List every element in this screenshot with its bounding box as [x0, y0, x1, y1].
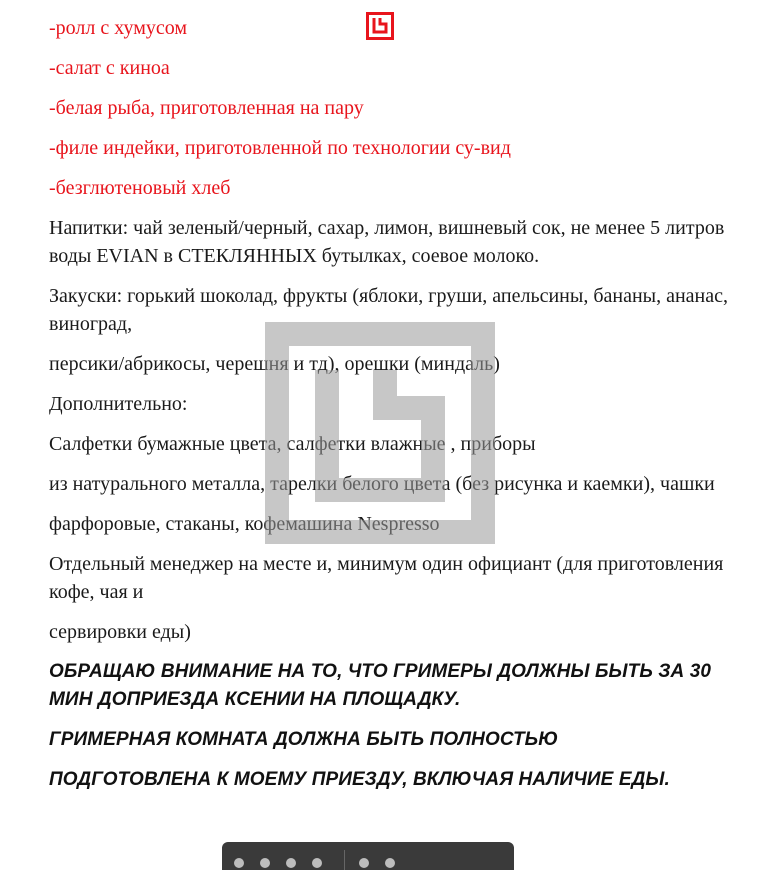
drinks-paragraph: Напитки: чай зеленый/черный, сахар, лимон, вишневый сок, не менее 5 литров воды EVIAN в СТЕКЛЯННЫХ бутылках, соевое молоко. — [49, 217, 725, 267]
toolbar-divider — [344, 850, 345, 870]
zoom-in-icon[interactable] — [260, 858, 270, 868]
snacks-paragraph-continued: персики/абрикосы, черешня и тд), орешки (миндаль) — [49, 353, 500, 375]
add-icon[interactable] — [385, 858, 395, 868]
rotate-icon[interactable] — [286, 858, 296, 868]
search-icon[interactable] — [359, 858, 369, 868]
menu-item: -салат с киноа — [49, 57, 170, 79]
notice-dressing-room-continued: ПОДГОТОВЛЕНА К МОЕМУ ПРИЕЗДУ, ВКЛЮЧАЯ НАЛИЧИЕ ЕДЫ. — [49, 769, 670, 790]
manager-paragraph: Отдельный менеджер на месте и, минимум один официант (для приготовления кофе, чая и — [49, 553, 724, 603]
menu-item: -белая рыба, приготовленная на пару — [49, 97, 364, 119]
additional-heading: Дополнительно: — [49, 393, 188, 415]
menu-item: -безглютеновый хлеб — [49, 177, 231, 199]
napkins-paragraph: Салфетки бумажные цвета, салфетки влажные , приборы — [49, 433, 536, 455]
snacks-paragraph: Закуски: горький шоколад, фрукты (яблоки, груши, апельсины, бананы, ананас, виноград, — [49, 285, 729, 335]
document-body — [49, 14, 749, 806]
napkins-paragraph-continued: из натурального металла, тарелки белого цвета (без рисунка и каемки), чашки — [49, 473, 715, 495]
napkins-paragraph-end: фарфоровые, стаканы, кофемашина Nespresso — [49, 513, 440, 535]
zoom-out-icon[interactable] — [234, 858, 244, 868]
menu-item: -ролл с хумусом — [49, 17, 188, 39]
fit-icon[interactable] — [312, 858, 322, 868]
manager-paragraph-continued: сервировки еды) — [49, 621, 191, 643]
menu-item: -филе индейки, приготовленной по технологии су-вид — [49, 137, 511, 159]
notice-makeup-artists: ОБРАЩАЮ ВНИМАНИЕ НА ТО, ЧТО ГРИМЕРЫ ДОЛЖНЫ БЫТЬ ЗА 30 МИН ДОПРИЕЗДА КСЕНИИ НА ПЛОЩАДКУ. — [49, 661, 712, 710]
notice-dressing-room: ГРИМЕРНАЯ КОМНАТА ДОЛЖНА БЫТЬ ПОЛНОСТЬЮ — [49, 729, 559, 750]
